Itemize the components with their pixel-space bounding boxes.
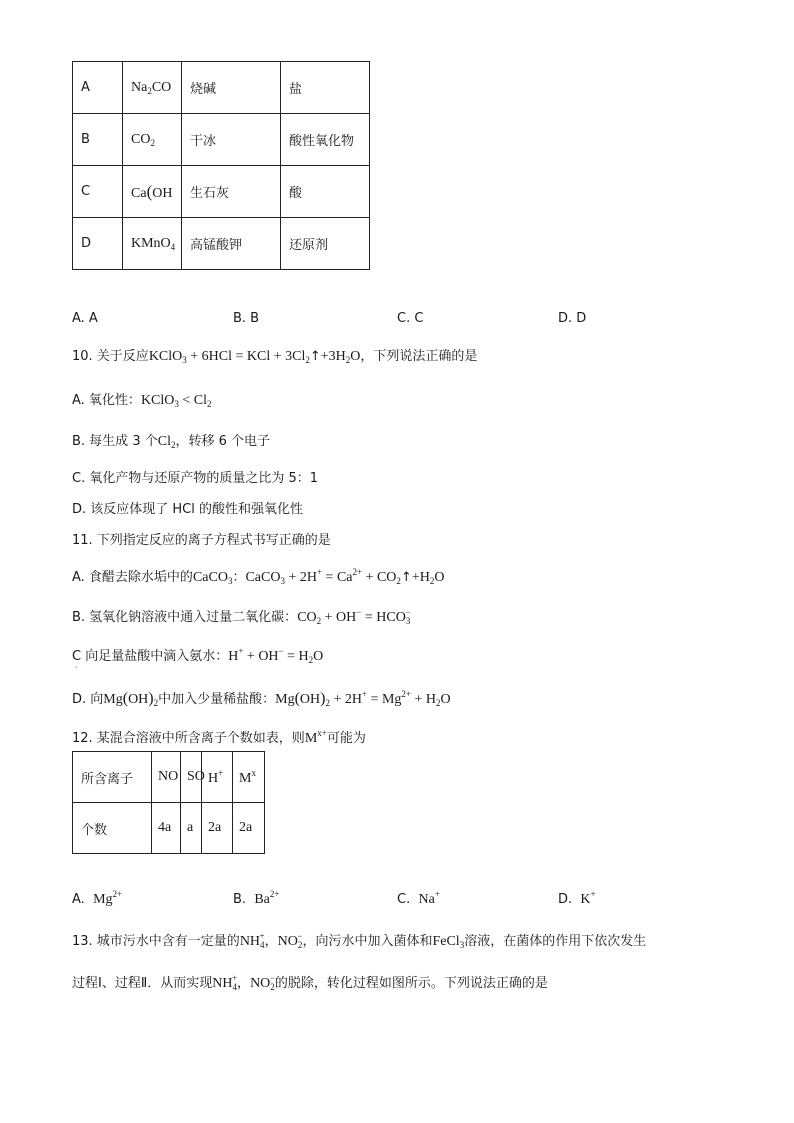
q11-option-c[interactable]: C 向足量盐酸中滴入氨水：$H^+ + OH^- = H_2O$ — [72, 646, 324, 665]
count-cell: 2a — [202, 803, 233, 854]
name-cell: 高锰酸钾 — [182, 218, 281, 270]
table-row — [73, 114, 370, 166]
q9-option-b[interactable]: B. B — [233, 311, 260, 326]
q10-option-b[interactable]: B. 每生成 3 个$Cl_2$，转移 6 个电子 — [72, 434, 271, 450]
q9-option-c[interactable]: C. C — [397, 311, 424, 326]
header-sulfate: SO — [181, 752, 202, 803]
header-hydrogen: H+ — [202, 752, 233, 803]
stray-dot: · — [75, 663, 78, 672]
row-count-label: 个数 — [73, 803, 152, 854]
q10-equation: KClO$_3$ + 6HCl = KCl + $3Cl_2↑+3H_2O$ — [148, 349, 361, 365]
category-cell: 还原剂 — [281, 218, 370, 270]
ion-count-table — [72, 751, 265, 854]
name-cell: 干冰 — [182, 114, 281, 166]
q10-option-c[interactable]: C. 氧化产物与还原产物的质量之比为 5：1 — [72, 471, 319, 486]
q10-option-d[interactable]: D. 该反应体现了 HCl 的酸性和强氧化性 — [72, 502, 304, 517]
q9-option-d[interactable]: D. D — [558, 311, 587, 326]
row-label: B — [73, 114, 123, 166]
category-cell: 盐 — [281, 62, 370, 114]
table-row — [73, 752, 265, 803]
table-row — [73, 803, 265, 854]
formula-cell: $Na_2CO$ — [123, 62, 182, 114]
q10-stem: 10. 关于反应KClO$_3$ + 6HCl = KCl + $3Cl_2↑+3H_2O$，下列说法正确的是 — [72, 349, 478, 365]
formula-cell: $CO_2$ — [123, 114, 182, 166]
category-cell: 酸 — [281, 166, 370, 218]
row-label: C — [73, 166, 123, 218]
q13-stem-line2: 过程Ⅰ、过程Ⅱ．从而实现$NH_4^+$，$NO_2^-$的脱除，转化过程如图所示。下列说法正确的是 — [72, 973, 548, 992]
q12-option-c[interactable]: C. Na+ — [397, 889, 440, 907]
header-metal: $M^x$ — [233, 752, 265, 803]
name-cell: 烧碱 — [182, 62, 281, 114]
q11-option-a[interactable]: A. 食醋去除水垢中的CaCO$_3$：CaCO$_3$ + $2H^+ = Ca^{2+}$ + $CO_2↑+H_2O$ — [72, 567, 445, 586]
count-cell: 4a — [152, 803, 181, 854]
header-nitrate: NO — [152, 752, 181, 803]
q10-option-a[interactable]: A. 氧化性：KClO$_3$ < $Cl_2$ — [72, 393, 212, 409]
q12-stem: 12. 某混合溶液中所含离子个数如表，则$M^{x+}$可能为 — [72, 728, 366, 746]
q12-option-a[interactable]: A. $Mg^{2+}$ — [72, 889, 123, 907]
q9-option-a[interactable]: A. A — [72, 311, 98, 326]
q13-stem-line1: 13. 城市污水中含有一定量的$NH_4^+$，$NO_2^-$，向污水中加入菌体和FeCl$_3$溶液，在菌体的作用下依次发生 — [72, 931, 647, 950]
row-label: A — [73, 62, 123, 114]
q12-option-b[interactable]: B. $Ba^{2+}$ — [233, 889, 280, 907]
category-cell: 酸性氧化物 — [281, 114, 370, 166]
formula-cell: KMnO$_4$ — [123, 218, 182, 270]
formula-cell: Ca(OH — [123, 166, 182, 218]
q11-option-b[interactable]: B. 氢氧化钠溶液中通入过量二氧化碳：$CO_2 + OH^- = HCO_3^-$ — [72, 607, 411, 626]
header-ion-label: 所含离子 — [73, 752, 152, 803]
classification-table — [72, 61, 370, 270]
name-cell: 生石灰 — [182, 166, 281, 218]
q12-option-d[interactable]: D. K+ — [558, 889, 596, 907]
count-cell: a — [181, 803, 202, 854]
table-row — [73, 166, 370, 218]
q11-option-d[interactable]: D. 向$Mg(OH)_2$中加入少量稀盐酸：$Mg(OH)_2 + 2H^+ = Mg^{2+} + H_2O$ — [72, 689, 451, 708]
table-row — [73, 62, 370, 114]
q11-stem: 11. 下列指定反应的离子方程式书写正确的是 — [72, 533, 331, 548]
row-label: D — [73, 218, 123, 270]
count-cell: 2a — [233, 803, 265, 854]
table-row — [73, 218, 370, 270]
